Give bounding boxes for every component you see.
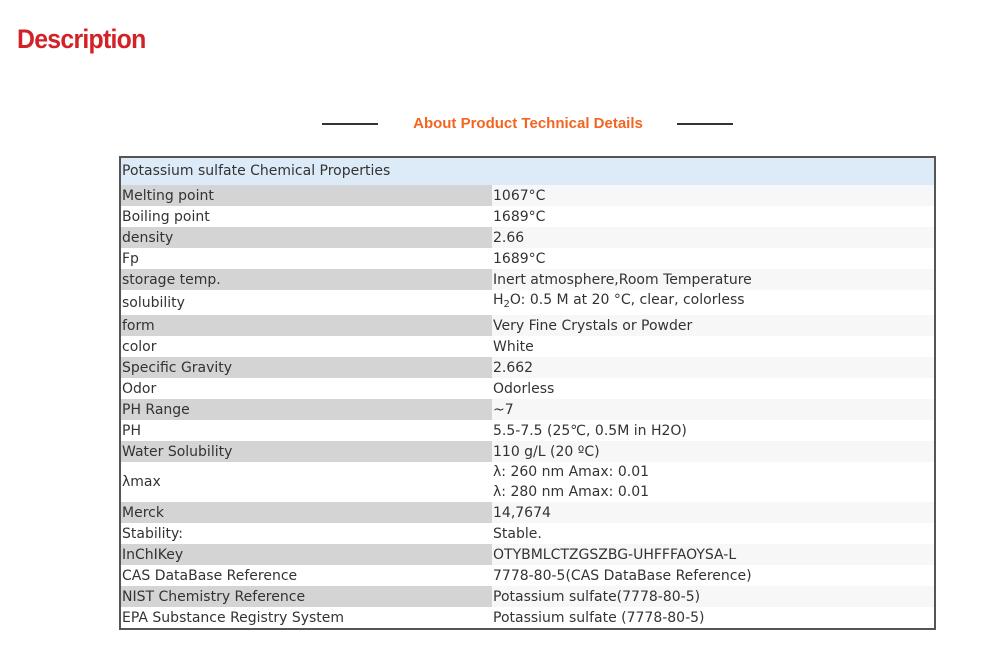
property-value: 14,7674 (492, 502, 935, 523)
property-value: ~7 (492, 399, 935, 420)
value-line: λ: 280 nm Amax: 0.01 (493, 484, 650, 500)
table-row (120, 269, 935, 290)
property-label: Fp (120, 248, 492, 269)
property-value: White (492, 336, 935, 357)
property-label: Merck (120, 502, 492, 523)
heading-rule-right (677, 123, 733, 125)
property-value: 1067°C (492, 185, 935, 206)
property-label: CAS DataBase Reference (120, 565, 492, 586)
page-title: Description (17, 24, 146, 54)
table-row (120, 565, 935, 586)
property-value: Potassium sulfate(7778-80-5) (492, 586, 935, 607)
property-label: Melting point (120, 185, 492, 206)
property-label: color (120, 336, 492, 357)
property-label: Specific Gravity (120, 357, 492, 378)
property-value (492, 462, 935, 502)
property-label: density (120, 227, 492, 248)
section-heading (0, 113, 982, 137)
value-subscript: 2 (503, 299, 510, 310)
table-row (120, 378, 935, 399)
property-value: OTYBMLCTZGSZBG-UHFFFAOYSA-L (492, 544, 935, 565)
property-value: Inert atmosphere,Room Temperature (492, 269, 935, 290)
table-row (120, 248, 935, 269)
property-label: solubility (120, 290, 492, 315)
property-label: EPA Substance Registry System (120, 607, 492, 629)
table-row (120, 586, 935, 607)
table-row (120, 441, 935, 462)
value-part: H (493, 292, 504, 308)
property-label: NIST Chemistry Reference (120, 586, 492, 607)
table-row (120, 206, 935, 227)
table-row (120, 357, 935, 378)
property-label: PH (120, 420, 492, 441)
table-row (120, 462, 935, 502)
property-value: 1689°C (492, 248, 935, 269)
property-label: storage temp. (120, 269, 492, 290)
table-row (120, 185, 935, 206)
table-row (120, 544, 935, 565)
property-value: Stable. (492, 523, 935, 544)
section-heading-label: About Product Technical Details (413, 115, 643, 132)
property-label: Boiling point (120, 206, 492, 227)
property-value: 110 g/L (20 ºC) (492, 441, 935, 462)
property-value: Potassium sulfate (7778-80-5) (492, 607, 935, 629)
property-value: 2.662 (492, 357, 935, 378)
property-label: Water Solubility (120, 441, 492, 462)
property-value: 5.5-7.5 (25℃, 0.5M in H2O) (492, 420, 935, 441)
chemical-properties-table (119, 156, 936, 630)
table-row (120, 502, 935, 523)
table-row (120, 290, 935, 315)
property-value: Odorless (492, 378, 935, 399)
property-label: InChIKey (120, 544, 492, 565)
value-part: O: 0.5 M at 20 °C, clear, colorless (509, 292, 745, 308)
property-value: 2.66 (492, 227, 935, 248)
property-value: 7778-80-5(CAS DataBase Reference) (492, 565, 935, 586)
property-value (492, 290, 935, 315)
property-label: PH Range (120, 399, 492, 420)
property-label: form (120, 315, 492, 336)
table-row (120, 399, 935, 420)
table-row (120, 607, 935, 629)
value-line: λ: 260 nm Amax: 0.01 (493, 464, 650, 480)
table-header-row (120, 157, 935, 185)
property-value: 1689°C (492, 206, 935, 227)
table-row (120, 336, 935, 357)
property-label: Odor (120, 378, 492, 399)
property-label: Stability: (120, 523, 492, 544)
table-row (120, 227, 935, 248)
property-value: Very Fine Crystals or Powder (492, 315, 935, 336)
table-row (120, 420, 935, 441)
table-row (120, 523, 935, 544)
property-label: λmax (120, 462, 492, 502)
table-header: Potassium sulfate Chemical Properties (120, 157, 935, 185)
table-row (120, 315, 935, 336)
